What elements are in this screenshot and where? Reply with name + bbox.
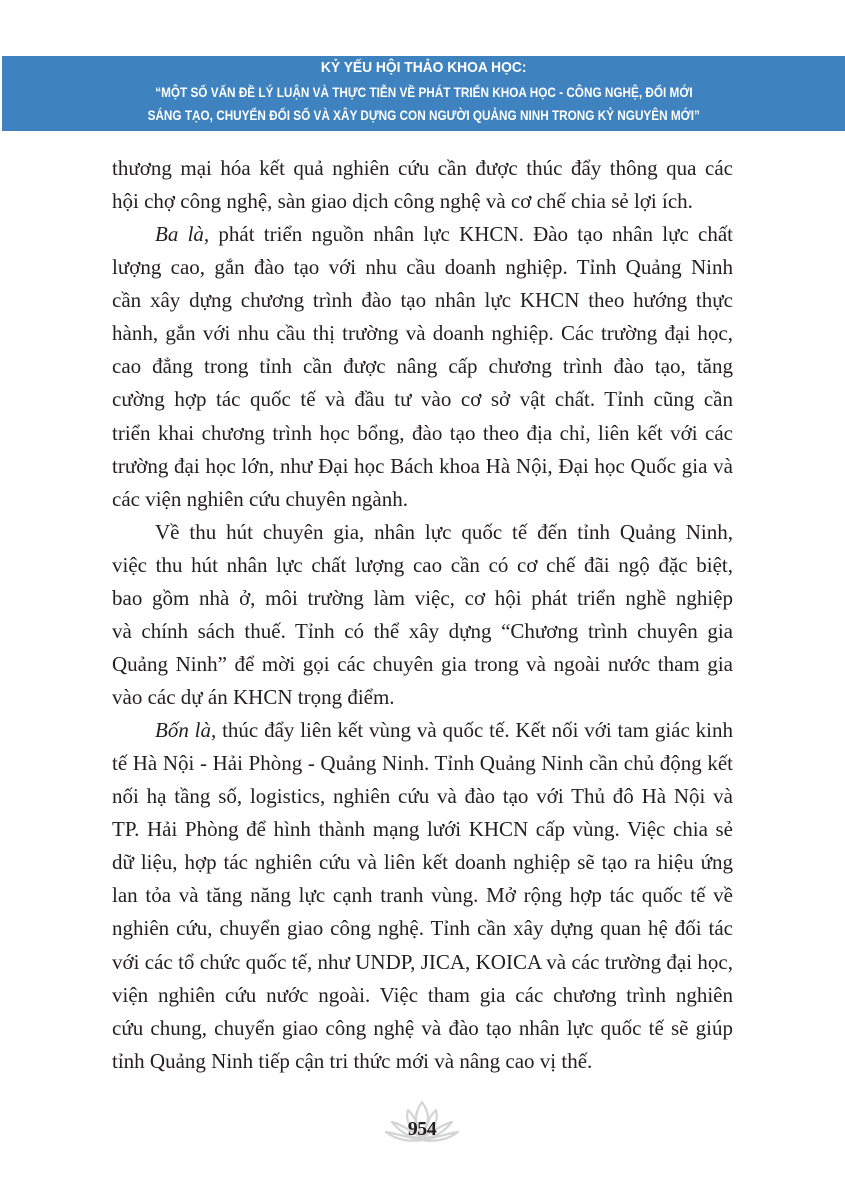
text-line <box>112 483 733 516</box>
text-line <box>112 846 733 879</box>
text-line <box>112 582 733 615</box>
text-line-content <box>155 714 733 747</box>
proceedings-title-text: KỶ YẾU HỘI THẢO KHOA HỌC: <box>320 59 527 76</box>
text-line-content: viện nghiên cứu nước ngoài. Việc tham gia các chương trình nghiên <box>112 982 733 1007</box>
text-line <box>112 1012 733 1045</box>
text-line-rest: thúc đẩy liên kết vùng và quốc tế. Kết nối với tam giác kinh <box>216 718 733 743</box>
text-line-content: nghiên cứu, chuyển giao công nghệ. Tỉnh cần xây dựng quan hệ đối tác <box>112 916 733 941</box>
text-line <box>112 185 733 218</box>
proceedings-title <box>2 59 845 76</box>
text-line-rest: phát triển nguồn nhân lực KHCN. Đào tạo nhân lực chất <box>209 222 733 247</box>
text-line-content: hội chợ công nghệ, sàn giao dịch công nghệ và cơ chế chia sẻ lợi ích. <box>112 189 693 214</box>
text-line-content: các viện nghiên cứu chuyên ngành. <box>112 486 408 511</box>
text-line-content: trường đại học lớn, như Đại học Bách khoa Hà Nội, Đại học Quốc gia và <box>112 453 733 478</box>
text-line <box>112 681 733 714</box>
text-line-content: triển khai chương trình học bổng, đào tạo theo địa chỉ, liên kết với các <box>112 420 733 445</box>
text-line-content: Quảng Ninh” để mời gọi các chuyên gia trong và ngoài nước tham gia <box>112 651 733 676</box>
text-line <box>112 251 733 284</box>
text-line <box>112 450 733 483</box>
page-number: 954 <box>407 1118 437 1140</box>
text-line <box>112 912 733 945</box>
text-line-content: và chính sách thuế. Tỉnh có thể xây dựng “Chương trình chuyên gia <box>112 618 733 643</box>
text-line-content: việc thu hút nhân lực chất lượng cao cần có cơ chế đãi ngộ đặc biệt, <box>112 552 733 577</box>
text-line <box>112 417 733 450</box>
text-line-content: cứu chung, chuyển giao công nghệ và đào tạo nhân lực quốc tế sẽ giúp <box>112 1015 733 1040</box>
paragraph-lead-ba-la: Ba là, <box>155 222 210 247</box>
text-line <box>112 615 733 648</box>
text-line <box>112 317 733 350</box>
text-line <box>112 549 733 582</box>
body-text <box>112 152 733 1078</box>
paragraph-ve-thu-hut-start <box>112 516 733 549</box>
text-line <box>112 780 733 813</box>
text-line-content: cao đẳng trong tỉnh cần được nâng cấp chương trình đào tạo, tăng <box>112 354 733 379</box>
text-line <box>112 813 733 846</box>
text-line <box>112 648 733 681</box>
text-line <box>112 979 733 1012</box>
text-line <box>112 747 733 780</box>
text-line-content: bao gồm nhà ở, môi trường làm việc, cơ hội phát triển nghề nghiệp <box>112 585 733 610</box>
conference-subtitle-line-1 <box>2 84 845 100</box>
conference-subtitle-line-1-text: “MỘT SỐ VẤN ĐỀ LÝ LUẬN VÀ THỰC TIỄN VỀ PHÁT TRIỂN KHOA HỌC - CÔNG NGHỆ, ĐỔI MỚI <box>154 84 693 100</box>
paragraph-ba-la-start <box>112 218 733 251</box>
text-line-content: cường hợp tác quốc tế và đầu tư vào cơ sở vật chất. Tỉnh cũng cần <box>112 387 733 412</box>
text-line-content: nối hạ tầng số, logistics, nghiên cứu và đào tạo với Thủ đô Hà Nội và <box>112 784 733 809</box>
text-line-content: tế Hà Nội - Hải Phòng - Quảng Ninh. Tỉnh Quảng Ninh cần chủ động kết <box>112 751 733 776</box>
text-line-content: lan tỏa và tăng năng lực cạnh tranh vùng. Mở rộng hợp tác quốc tế về <box>112 883 733 908</box>
page-footer <box>372 1098 472 1148</box>
text-line-content: tỉnh Quảng Ninh tiếp cận tri thức mới và nâng cao vị thế. <box>112 1048 593 1073</box>
text-line <box>112 284 733 317</box>
text-line-content: dữ liệu, hợp tác nghiên cứu và liên kết doanh nghiệp sẽ tạo ra hiệu ứng <box>112 850 733 875</box>
text-line-content: với các tổ chức quốc tế, như UNDP, JICA, KOICA và các trường đại học, <box>112 949 733 974</box>
text-line-content <box>155 218 733 251</box>
text-line-content: TP. Hải Phòng để hình thành mạng lưới KHCN cấp vùng. Việc chia sẻ <box>112 817 733 842</box>
text-line-content: vào các dự án KHCN trọng điểm. <box>112 685 395 709</box>
text-line-content: cần xây dựng chương trình đào tạo nhân lực KHCN theo hướng thực <box>112 288 733 313</box>
text-line <box>112 383 733 416</box>
header-banner <box>2 56 845 131</box>
text-line <box>112 1045 733 1078</box>
paragraph-bon-la-start <box>112 714 733 747</box>
conference-subtitle-line-2 <box>2 107 845 123</box>
text-line-content: Về thu hút chuyên gia, nhân lực quốc tế đến tỉnh Quảng Ninh, <box>155 519 733 544</box>
text-line <box>112 152 733 185</box>
text-line <box>112 350 733 383</box>
paragraph-lead-bon-la: Bốn là, <box>155 718 217 743</box>
text-line <box>112 879 733 912</box>
text-line-content: thương mại hóa kết quả nghiên cứu cần được thúc đẩy thông qua các <box>112 156 733 180</box>
conference-subtitle-line-2-text: SÁNG TẠO, CHUYỂN ĐỔI SỐ VÀ XÂY DỰNG CON NGƯỜI QUẢNG NINH TRONG KỶ NGUYÊN MỚI” <box>147 107 700 123</box>
text-line-content: lượng cao, gắn đào tạo với nhu cầu doanh nghiệp. Tỉnh Quảng Ninh <box>112 255 733 280</box>
text-line-content: hành, gắn với nhu cầu thị trường và doanh nghiệp. Các trường đại học, <box>112 321 733 346</box>
text-line <box>112 946 733 979</box>
